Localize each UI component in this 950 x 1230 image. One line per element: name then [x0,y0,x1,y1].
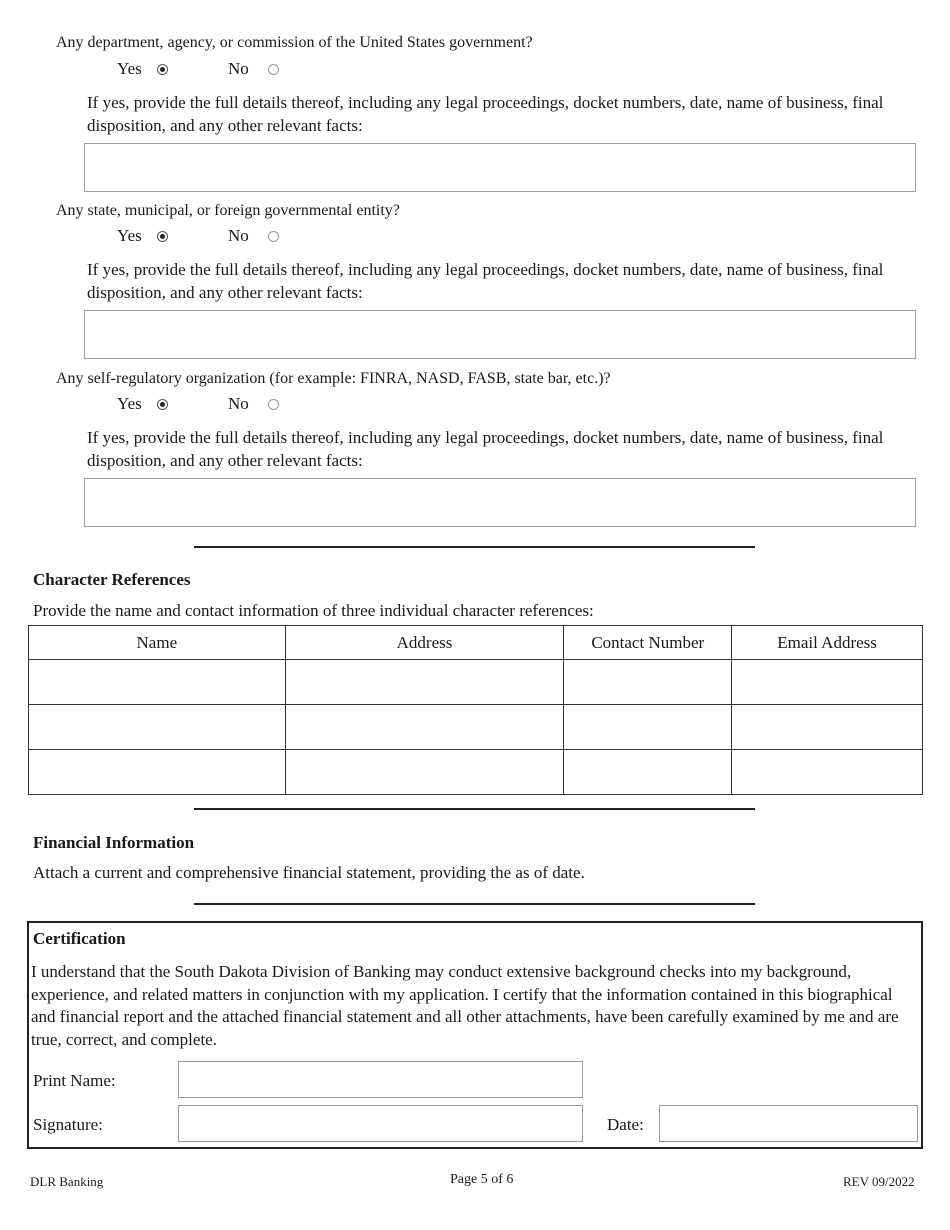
reference-2-contact-cell[interactable] [564,705,732,750]
character-references-instruction: Provide the name and contact information of three individual character references: [33,601,594,620]
reference-3-address-cell[interactable] [285,750,564,795]
reference-1-email-cell[interactable] [732,660,923,705]
section-divider [194,808,755,810]
question-3-no-radio[interactable] [268,399,279,410]
question-1-details-field[interactable] [84,143,916,192]
reference-2-address-cell[interactable] [285,705,564,750]
table-row [29,750,923,795]
question-2-yes-radio[interactable] [157,231,168,242]
reference-2-name-cell[interactable] [29,705,286,750]
date-label: Date: [607,1115,644,1134]
signature-label: Signature: [33,1115,103,1134]
certification-heading: Certification [33,929,126,948]
question-1-yes-radio[interactable] [157,64,168,75]
reference-3-email-cell[interactable] [732,750,923,795]
question-1-yes-label: Yes [117,59,142,78]
question-3-details-prompt: If yes, provide the full details thereof, including any legal proceedings, docket numbers, date, name of business, final disposition, and any other relevant facts: [87,428,884,470]
column-header-email-address: Email Address [732,626,923,660]
question-2-prompt: Any state, municipal, or foreign governmental entity? [56,202,400,219]
financial-information-instruction: Attach a current and comprehensive financial statement, providing the as of date. [33,863,585,882]
question-3-yes-radio[interactable] [157,399,168,410]
section-divider [194,546,755,548]
print-name-label: Print Name: [33,1071,116,1090]
question-2-details-prompt: If yes, provide the full details thereof, including any legal proceedings, docket numbers, date, name of business, final disposition, and any other relevant facts: [87,260,884,302]
question-2-yes-label: Yes [117,226,142,245]
question-1-no-radio[interactable] [268,64,279,75]
section-divider [194,903,755,905]
character-references-table [28,625,923,795]
certification-statement: I understand that the South Dakota Division of Banking may conduct extensive background checks into my background, experience, and related matters in conjunction with my application. I certify that the information contained in this biographical and financial report and the attached financial statement and all other attachments, have been carefully examined by me and are true, correct, and complete. [31,962,899,1049]
question-3-no-label: No [228,394,249,413]
question-3-prompt: Any self-regulatory organization (for example: FINRA, NASD, FASB, state bar, etc.)? [56,370,611,387]
column-header-contact-number: Contact Number [564,626,732,660]
table-header-row [29,626,923,660]
question-2-no-label: No [228,226,249,245]
question-1-prompt: Any department, agency, or commission of the United States government? [56,34,533,51]
question-2-no-radio[interactable] [268,231,279,242]
question-3-yes-label: Yes [117,394,142,413]
reference-1-name-cell[interactable] [29,660,286,705]
table-row [29,705,923,750]
reference-3-name-cell[interactable] [29,750,286,795]
print-name-field[interactable] [178,1061,583,1098]
reference-3-contact-cell[interactable] [564,750,732,795]
column-header-name: Name [29,626,286,660]
footer-page-number: Page 5 of 6 [450,1172,514,1187]
question-1-no-label: No [228,59,249,78]
reference-2-email-cell[interactable] [732,705,923,750]
question-2-details-field[interactable] [84,310,916,359]
question-1-details-prompt: If yes, provide the full details thereof, including any legal proceedings, docket numbers, date, name of business, final disposition, and any other relevant facts: [87,93,884,135]
footer-revision: REV 09/2022 [843,1174,915,1189]
table-row [29,660,923,705]
character-references-heading: Character References [33,570,191,589]
question-3-details-field[interactable] [84,478,916,527]
reference-1-contact-cell[interactable] [564,660,732,705]
signature-field[interactable] [178,1105,583,1142]
reference-1-address-cell[interactable] [285,660,564,705]
date-field[interactable] [659,1105,918,1142]
column-header-address: Address [285,626,564,660]
financial-information-heading: Financial Information [33,833,195,852]
footer-left: DLR Banking [30,1174,104,1189]
certification-section [27,921,923,1149]
